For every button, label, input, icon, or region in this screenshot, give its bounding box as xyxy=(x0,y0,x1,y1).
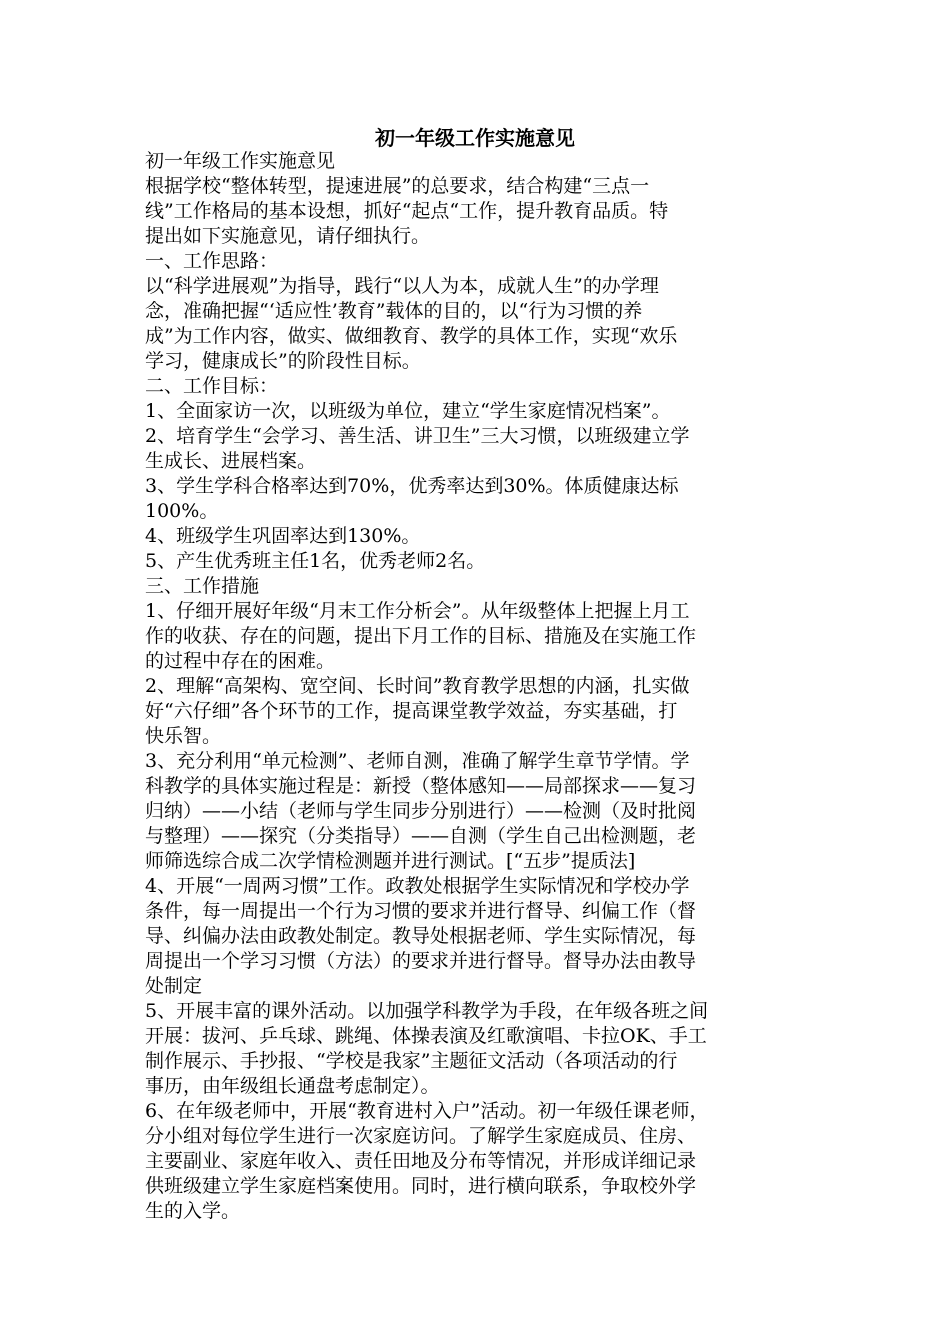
measure-item-2: 2、理解“高架构、宽空间、长时间”教育教学思想的内涵，扎实做 好“六仔细”各个环节的工作，提高课堂教学效益，夯实基础，打 快乐智。 xyxy=(145,675,690,747)
section-heading-goals: 二、工作目标： xyxy=(145,375,279,397)
goal-item-1: 1、全面家访一次，以班级为单位，建立“学生家庭情况档案”。 xyxy=(145,400,671,422)
paragraph-ideas: 以“科学进展观”为指导，践行“以人为本，成就人生”的办学理 念，准确把握“‘适应性’教育”载体的目的，以“行为习惯的养 成”为工作内容，做实、做细教育、教学的具体工作，实现“欢乐 学习，健康成长”的阶段性目标。 xyxy=(145,275,678,372)
goal-item-3: 3、学生学科合格率达到70%，优秀率达到30%。体质健康达标 100%。 xyxy=(145,475,679,522)
measure-item-4: 4、开展“一周两习惯”工作。政教处根据学生实际情况和学校办学 条件，每一周提出一个行为习惯的要求并进行督导、纠偏工作（督 导、纠偏办法由政教处制定。教导处根据老师、学生实际情况，每 周提出一个学习习惯（方法）的要求并进行督导。督导办法由教导 处制定 xyxy=(145,875,697,997)
document-title: 初一年级工作实施意见 xyxy=(375,126,575,150)
paragraph-intro: 根据学校“整体转型，提速进展”的总要求，结合构建“三点一 线”工作格局的基本设想，抓好“起点“工作，提升教育品质。特 提出如下实施意见，请仔细执行。 xyxy=(145,175,669,247)
goal-item-2: 2、培育学生“会学习、善生活、讲卫生”三大习惯，以班级建立学 生成长、进展档案。 xyxy=(145,425,690,472)
measure-item-5: 5、开展丰富的课外活动。以加强学科教学为手段，在年级各班之间 开展：拔河、乒乓球、跳绳、体操表演及红歌演唱、卡拉OK、手工 制作展示、手抄报、“学校是我家”主题征文活动（各项活动的行 事历，由年级组长通盘考虑制定）。 xyxy=(145,1000,709,1097)
measure-item-3: 3、充分利用“单元检测”、老师自测，准确了解学生章节学情。学 科教学的具体实施过程是：新授（整体感知——局部探求——复习 归纳）——小结（老师与学生同步分别进行）——检测（及时批阅 与整理）——探究（分类指导）——自测（学生自己出检测题，老 师筛选综合成二次学情检测题并进行测试。[“五步”提质法] xyxy=(145,750,697,872)
document-body xyxy=(145,149,815,1224)
goal-item-5: 5、产生优秀班主任1名，优秀老师2名。 xyxy=(145,550,486,572)
goal-item-4: 4、班级学生巩固率达到130%。 xyxy=(145,525,421,547)
measure-item-6: 6、在年级老师中，开展“教育进村入户”活动。初一年级任课老师， 分小组对每位学生进行一次家庭访问。了解学生家庭成员、住房、 主要副业、家庭年收入、责任田地及分布等情况，并形成详细记录 供班级建立学生家庭档案使用。同时，进行横向联系，争取校外学 生的入学。 xyxy=(145,1100,709,1222)
paragraph-subtitle: 初一年级工作实施意见 xyxy=(145,150,336,172)
section-heading-measures: 三、工作措施 xyxy=(145,575,260,597)
measure-item-1: 1、仔细开展好年级“月末工作分析会”。从年级整体上把握上月工 作的收获、存在的问题，提出下月工作的目标、措施及在实施工作 的过程中存在的困难。 xyxy=(145,600,697,672)
section-heading-ideas: 一、工作思路： xyxy=(145,250,279,272)
